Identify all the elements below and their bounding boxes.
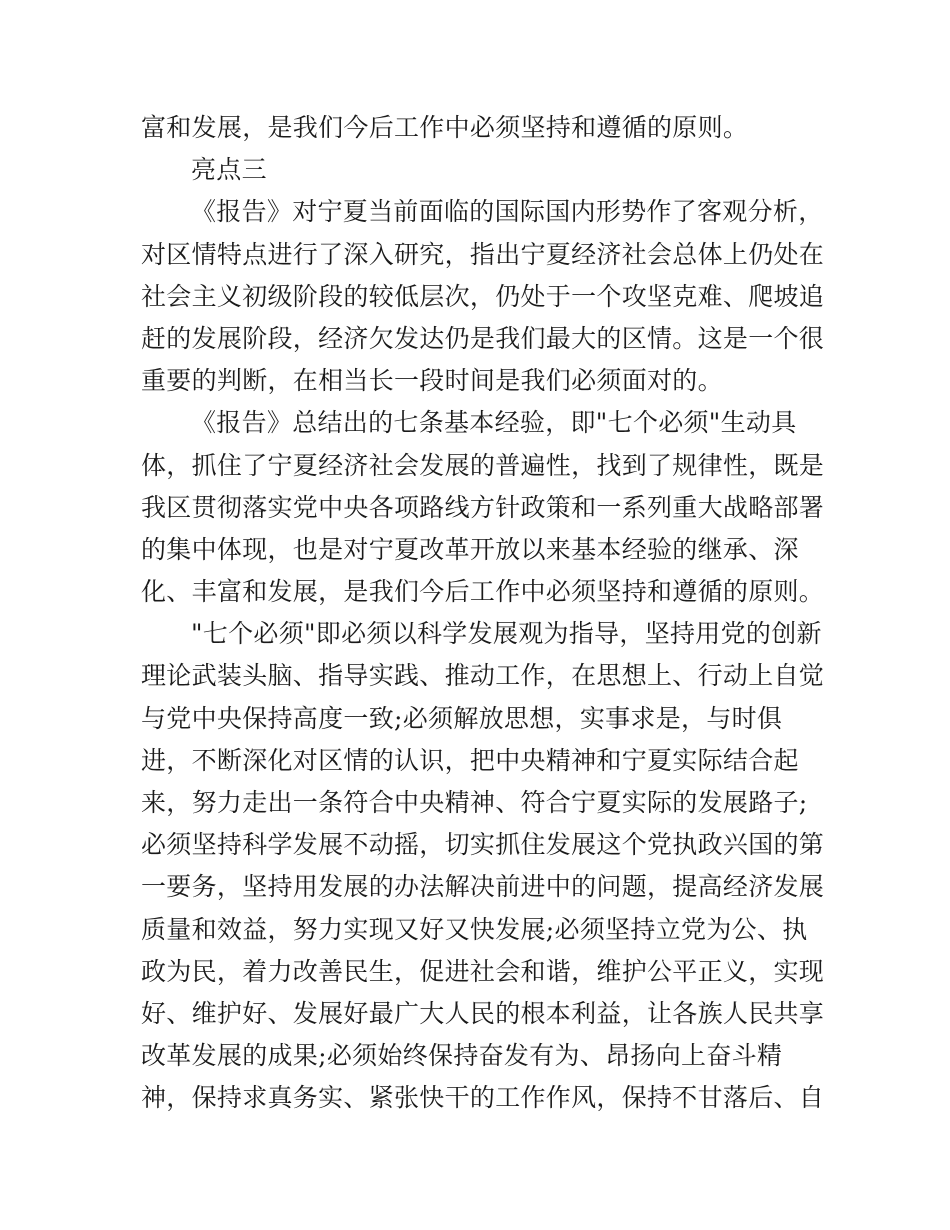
text-line: 社会主义初级阶段的较低层次，仍处于一个攻坚克难、爬坡追 [141,281,825,311]
text-line: 进，不断深化对区情的认识，把中央精神和宁夏实际结合起 [141,745,799,775]
text-line: 来，努力走出一条符合中央精神、符合宁夏实际的发展路子; [141,788,808,817]
text-line: 理论武装头脑、指导实践、推动工作，在思想上、行动上自觉 [141,661,825,691]
text-line: 亮点三 [191,155,267,185]
text-line: 化、丰富和发展，是我们今后工作中必须坚持和遵循的原则。 [141,577,825,607]
body-text [141,107,825,1120]
text-line: 必须坚持科学发展不动摇，切实抓住发展这个党执政兴国的第 [141,830,825,860]
text-line: 质量和效益，努力实现又好又快发展;必须坚持立党为公、执 [141,914,808,944]
text-line: 赶的发展阶段，经济欠发达仍是我们最大的区情。这是一个很 [141,323,825,353]
text-line: 改革发展的成果;必须始终保持奋发有为、昂扬向上奋斗精 [141,1041,783,1071]
text-line: 我区贯彻落实党中央各项路线方针政策和一系列重大战略部署 [141,492,825,522]
text-line: 与党中央保持高度一致;必须解放思想，实事求是，与时俱 [141,703,783,733]
text-line: 《报告》总结出的七条基本经验，即"七个必须"生动具 [191,408,797,438]
text-line: 体，抓住了宁夏经济社会发展的普遍性，找到了规律性，既是 [141,450,825,480]
text-line: 《报告》对宁夏当前面临的国际国内形势作了客观分析， [191,197,824,227]
text-line: 对区情特点进行了深入研究，指出宁夏经济社会总体上仍处在 [141,239,825,269]
text-line: 富和发展，是我们今后工作中必须坚持和遵循的原则。 [141,113,749,142]
text-line: 的集中体现，也是对宁夏改革开放以来基本经验的继承、深 [141,534,799,564]
text-line: 好、维护好、发展好最广大人民的根本利益，让各族人民共享 [141,998,825,1028]
text-line: "七个必须"即必须以科学发展观为指导，坚持用党的创新 [191,619,822,649]
text-line: 政为民，着力改善民生，促进社会和谐，维护公平正义，实现 [141,956,825,986]
text-line: 重要的判断，在相当长一段时间是我们必须面对的。 [141,366,723,396]
text-line: 神，保持求真务实、紧张快干的工作作风，保持不甘落后、自 [141,1083,825,1113]
text-line: 一要务，坚持用发展的办法解决前进中的问题，提高经济发展 [141,872,825,902]
